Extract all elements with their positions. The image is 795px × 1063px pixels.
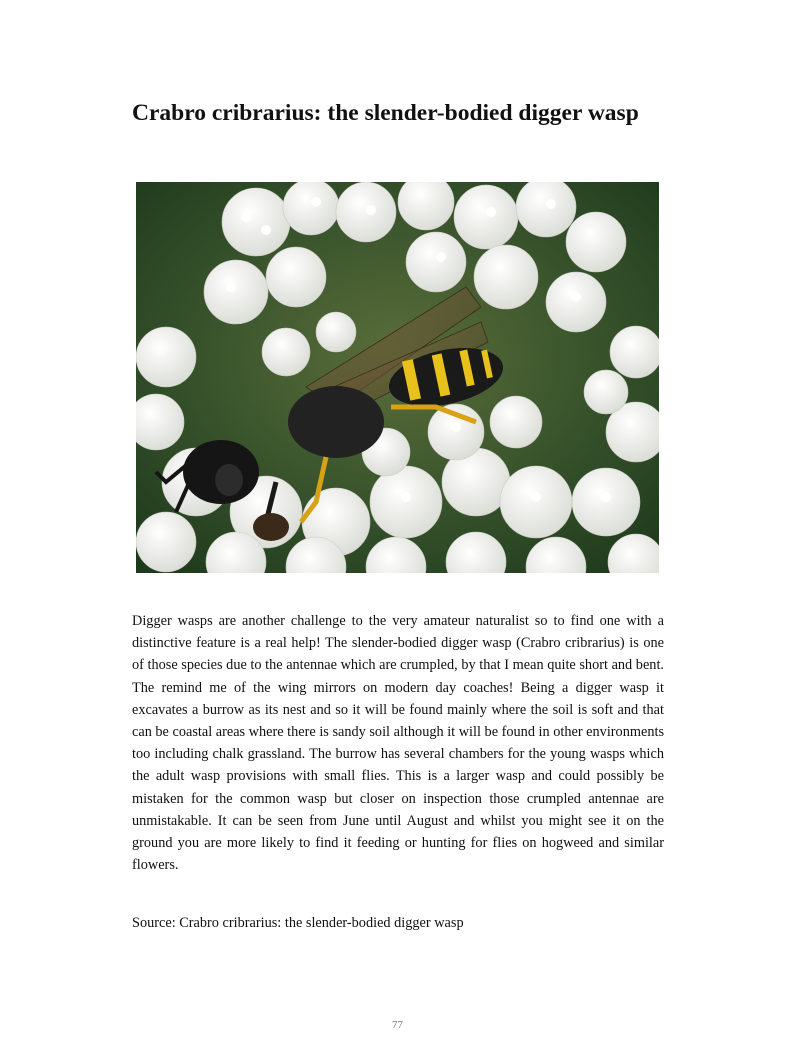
wasp-photo <box>136 182 659 573</box>
source-citation: Source: Crabro cribrarius: the slender-bodied digger wasp <box>132 915 464 931</box>
page-number: 77 <box>392 1019 403 1031</box>
article-body: Digger wasps are another challenge to the very amateur naturalist so to find one with a distinctive feature is a real help! The slender-bodied digger wasp (Crabro cribrarius) is one of those species due to the antennae which are crumpled, by that I mean quite short and bent. The remind me of the wing mirrors on modern day coaches! Being a digger wasp it excavates a burrow as its nest and so it will be found mainly where the soil is soft and that can be coastal areas where there is sandy soil although it will be found in other environments too including chalk grassland. The burrow has several chambers for the young wasps which the adult wasp provisions with small flies. This is a larger wasp and could possibly be mistaken for the common wasp but closer on inspection those crumpled antennae are unmistakable. It can be seen from June until August and whilst you might see it on the ground you are more likely to find it feeding or hunting for flies on hogweed and similar flowers. <box>132 613 665 874</box>
page-title: Crabro cribrarius: the slender-bodied digger wasp <box>132 100 639 126</box>
